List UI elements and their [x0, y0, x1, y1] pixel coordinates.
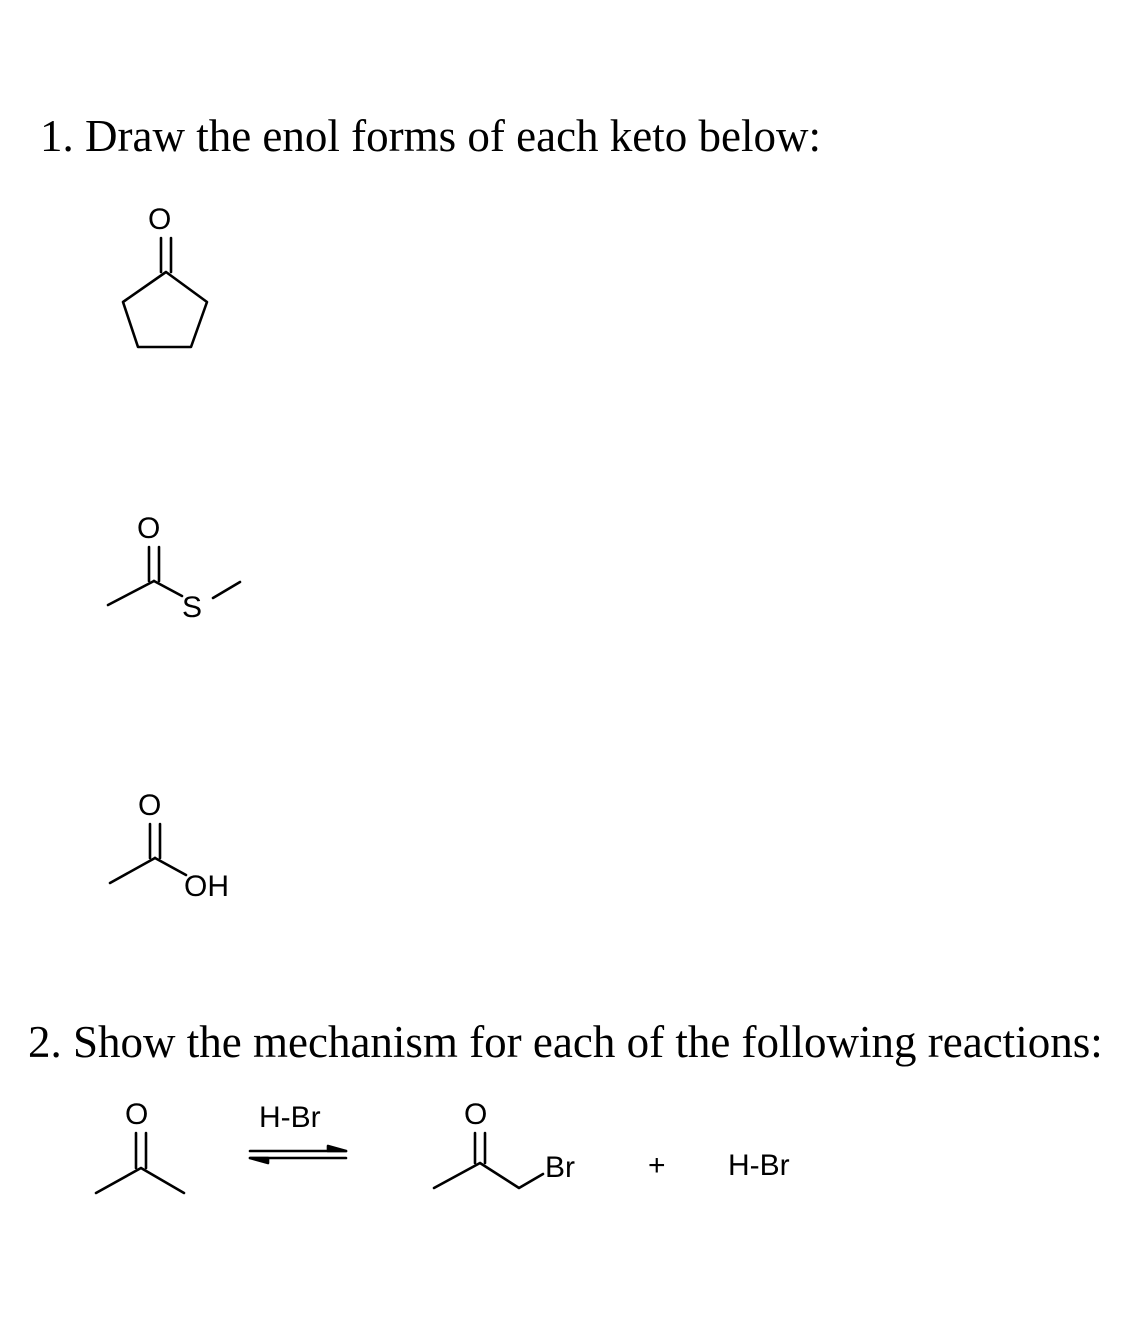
reactant-skeleton — [96, 1168, 184, 1193]
plus-sign: + — [648, 1149, 666, 1182]
acetic-acid-structure — [110, 789, 229, 903]
reaction-scheme — [96, 1098, 790, 1193]
question-2-text: 2. Show the mechanism for each of the following reactions: — [28, 1017, 1103, 1067]
thioester-sulfur-label: S — [182, 591, 203, 624]
product-oxygen-label: O — [464, 1098, 488, 1131]
acetic-acid-oxygen-label: O — [138, 789, 162, 822]
cyclopentanone-structure — [123, 203, 207, 347]
product-bromine-label: Br — [545, 1151, 575, 1184]
acetic-acid-methyl-bond — [110, 858, 155, 883]
thioester-cs-bond — [154, 581, 182, 596]
thioester-s-methyl-bond — [213, 582, 240, 598]
byproduct-label: H-Br — [728, 1149, 790, 1182]
reagent-label: H-Br — [259, 1101, 321, 1134]
equilibrium-forward-arrowhead — [328, 1146, 346, 1151]
cyclopentanone-oxygen-label: O — [148, 203, 172, 236]
reactant-oxygen-label: O — [125, 1098, 149, 1131]
question-1-text: 1. Draw the enol forms of each keto below: — [40, 111, 821, 161]
thioester-structure — [108, 512, 240, 624]
product-skeleton — [434, 1163, 543, 1188]
equilibrium-reverse-arrowhead — [250, 1158, 268, 1163]
thioester-oxygen-label: O — [137, 512, 161, 545]
acetic-acid-hydroxyl-label: OH — [184, 870, 229, 903]
acetic-acid-c-oh-bond — [155, 858, 186, 875]
cyclopentane-ring — [123, 272, 207, 347]
thioester-methyl-bond — [108, 581, 154, 605]
